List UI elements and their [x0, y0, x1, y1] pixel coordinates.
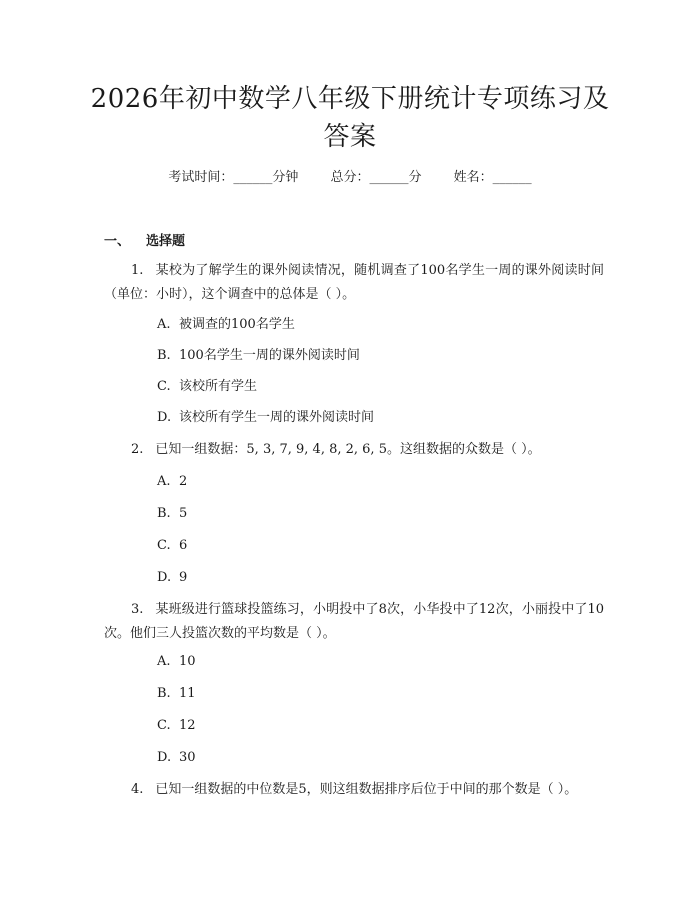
option-letter: C. — [157, 379, 171, 394]
option-text: 被调查的100名学生 — [179, 317, 295, 332]
question-2 — [104, 438, 604, 462]
question-text: 某校为了解学生的课外阅读情况，随机调查了100名学生一周的课外阅读时间（单位：小时），这个调查中的总体是（ ）。 — [104, 263, 604, 302]
question-4 — [104, 778, 604, 802]
section-title: 选择题 — [146, 234, 186, 249]
total-score-field: 总分：______分 — [330, 170, 422, 185]
option-text: 5 — [179, 506, 188, 521]
question-1-option-a — [157, 316, 295, 334]
question-number: 3. — [131, 602, 144, 617]
option-letter: C. — [157, 718, 171, 733]
option-text: 9 — [179, 570, 188, 585]
section-number: 一、 — [104, 234, 131, 249]
option-letter: D. — [157, 410, 172, 425]
question-3-option-a — [157, 653, 196, 671]
question-1 — [104, 259, 604, 307]
option-text: 该校所有学生 — [179, 379, 258, 394]
option-text: 该校所有学生一周的课外阅读时间 — [179, 410, 375, 425]
option-letter: D. — [157, 570, 172, 585]
option-letter: B. — [157, 506, 171, 521]
question-text: 已知一组数据的中位数是5，则这组数据排序后位于中间的那个数是（ ）。 — [155, 782, 578, 797]
option-letter: A. — [157, 474, 171, 489]
section-heading — [104, 230, 185, 249]
question-number: 4. — [131, 782, 144, 797]
question-3-option-c — [157, 717, 196, 735]
question-2-option-b — [157, 505, 187, 523]
option-text: 30 — [179, 750, 196, 765]
question-2-option-c — [157, 537, 187, 555]
option-text: 6 — [179, 538, 188, 553]
question-2-option-d — [157, 569, 187, 587]
option-text: 10 — [179, 654, 196, 669]
option-letter: A. — [157, 317, 171, 332]
question-3-option-d — [157, 749, 196, 767]
option-letter: D. — [157, 750, 172, 765]
option-letter: A. — [157, 654, 171, 669]
exam-info-line — [0, 169, 700, 187]
page-title: 2026年初中数学八年级下册统计专项练习及答案 — [90, 84, 610, 152]
question-3 — [104, 598, 604, 646]
question-number: 2. — [131, 442, 144, 457]
question-text: 某班级进行篮球投篮练习，小明投中了8次，小华投中了12次，小丽投中了10次。他们三人投篮次数的平均数是（ ）。 — [104, 602, 604, 641]
question-1-option-c — [157, 378, 257, 396]
option-text: 11 — [179, 686, 196, 701]
question-2-option-a — [157, 473, 187, 491]
question-number: 1. — [131, 263, 144, 278]
question-1-option-d — [157, 409, 374, 427]
option-text: 100名学生一周的课外阅读时间 — [179, 348, 360, 363]
option-letter: C. — [157, 538, 171, 553]
student-name-field: 姓名：______ — [453, 170, 532, 185]
question-text: 已知一组数据：5, 3, 7, 9, 4, 8, 2, 6, 5。这组数据的众数是（ ）。 — [155, 442, 541, 457]
question-1-option-b — [157, 347, 360, 365]
option-text: 2 — [179, 474, 188, 489]
option-text: 12 — [179, 718, 196, 733]
exam-time-field: 考试时间：______分钟 — [168, 170, 299, 185]
option-letter: B. — [157, 686, 171, 701]
question-3-option-b — [157, 685, 196, 703]
option-letter: B. — [157, 348, 171, 363]
